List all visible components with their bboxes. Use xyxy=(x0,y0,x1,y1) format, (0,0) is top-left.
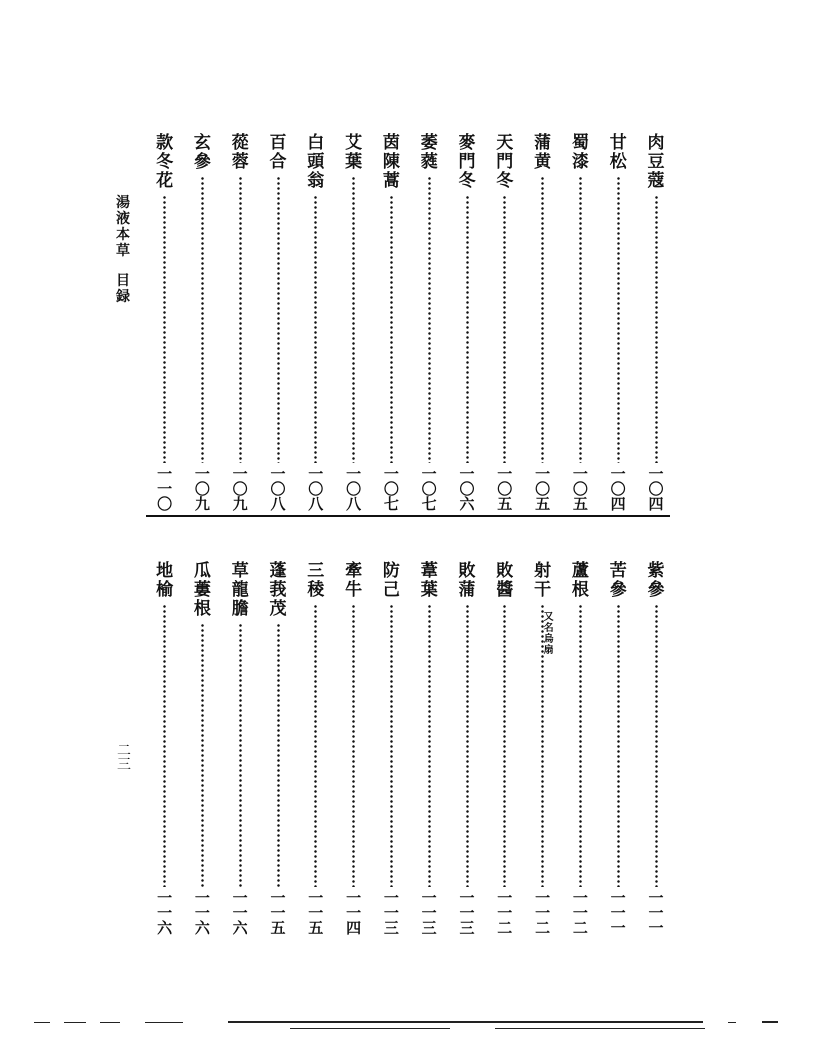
entry-name: 牽 牛 xyxy=(345,561,363,600)
entry-page-number: 一 一 二 xyxy=(535,889,551,937)
entry-name: 白 頭 翁 xyxy=(307,133,325,191)
entry-name: 射 干 xyxy=(534,561,552,600)
toc-entry xyxy=(532,134,554,512)
dot-leader xyxy=(352,604,355,887)
toc-entry xyxy=(343,562,365,936)
dot-leader xyxy=(466,604,469,887)
entry-page-number: 一 一 三 xyxy=(421,889,437,937)
entry-name: 敗 蒲 xyxy=(458,561,476,600)
entry-name: 百 合 xyxy=(269,133,287,172)
toc-entry xyxy=(343,134,365,512)
dot-leader xyxy=(314,195,317,463)
entry-page-number: 一 〇 五 xyxy=(535,465,551,513)
entry-page-number: 一 〇 六 xyxy=(459,465,475,513)
toc-entry xyxy=(532,562,554,936)
dot-leader xyxy=(390,195,393,463)
entry-page-number: 一 一 〇 xyxy=(157,465,173,513)
toc-entry xyxy=(607,134,629,512)
dot-leader xyxy=(277,176,280,463)
entry-page-number: 一 一 二 xyxy=(572,889,588,937)
toc-entry xyxy=(494,134,516,512)
entry-page-number: 一 〇 九 xyxy=(232,465,248,513)
toc-entry xyxy=(569,562,591,936)
entry-name: 防 己 xyxy=(382,561,400,600)
dot-leader xyxy=(466,195,469,463)
entry-page-number: 一 一 五 xyxy=(308,889,324,937)
toc-entry xyxy=(456,134,478,512)
entry-name: 茵 陳 蒿 xyxy=(382,133,400,191)
entry-page-number: 一 一 五 xyxy=(270,889,286,937)
dot-leader xyxy=(428,604,431,887)
entry-page-number: 一 一 六 xyxy=(194,889,210,937)
dot-leader xyxy=(239,623,242,887)
toc-entry xyxy=(418,562,440,936)
entry-name: 葦 葉 xyxy=(420,561,438,600)
entry-page-number: 一 〇 八 xyxy=(346,465,362,513)
entry-name: 天 門 冬 xyxy=(496,133,514,191)
dot-leader xyxy=(617,604,620,887)
dot-leader xyxy=(428,176,431,463)
entry-page-number: 一 〇 八 xyxy=(270,465,286,513)
entry-name: 蜀 漆 xyxy=(571,133,589,172)
section-divider xyxy=(146,515,670,517)
toc-entry xyxy=(380,134,402,512)
folio-number xyxy=(116,744,132,772)
entry-name: 麥 門 冬 xyxy=(458,133,476,191)
dot-leader xyxy=(277,623,280,887)
toc-entry xyxy=(191,134,213,512)
dot-leader xyxy=(579,604,582,887)
toc-entry xyxy=(305,562,327,936)
entry-name: 地 榆 xyxy=(156,561,174,600)
toc-entry xyxy=(267,134,289,512)
dot-leader xyxy=(163,195,166,463)
entry-name: 艾 葉 xyxy=(345,133,363,172)
section-title: 目 録 xyxy=(116,273,130,305)
entry-page-number: 一 〇 七 xyxy=(421,465,437,513)
toc-entry xyxy=(456,562,478,936)
entry-name: 敗 醬 xyxy=(496,561,514,600)
dot-leader xyxy=(617,176,620,463)
entry-name: 肉 豆 蔻 xyxy=(647,133,665,191)
entry-page-number: 一 一 一 xyxy=(648,889,664,937)
folio-text: 二 三 xyxy=(117,743,131,773)
entry-page-number: 一 一 三 xyxy=(383,889,399,937)
dot-leader xyxy=(390,604,393,887)
dot-leader xyxy=(579,176,582,463)
entry-name: 款 冬 花 xyxy=(156,133,174,191)
entry-page-number: 一 〇 四 xyxy=(610,465,626,513)
dot-leader xyxy=(655,195,658,463)
toc-entry xyxy=(645,134,667,512)
entry-page-number: 一 一 三 xyxy=(459,889,475,937)
book-title: 湯 液 本 草 xyxy=(116,195,130,259)
entry-name: 甘 松 xyxy=(609,133,627,172)
dot-leader xyxy=(201,623,204,887)
entry-page-number: 一 〇 九 xyxy=(194,465,210,513)
toc-entry xyxy=(645,562,667,936)
toc-entry xyxy=(229,562,251,936)
toc-entry xyxy=(267,562,289,936)
toc-entry xyxy=(380,562,402,936)
toc-entry xyxy=(569,134,591,512)
running-head xyxy=(114,195,132,305)
entry-page-number: 一 〇 五 xyxy=(572,465,588,513)
entry-page-number: 一 一 六 xyxy=(232,889,248,937)
entry-name: 蒲 黄 xyxy=(534,133,552,172)
dot-leader xyxy=(541,176,544,463)
entry-page-number: 一 〇 八 xyxy=(308,465,324,513)
entry-note: 又 名 烏 扇 xyxy=(543,612,554,656)
dot-leader xyxy=(314,604,317,887)
entry-name: 瓜 蔞 根 xyxy=(193,561,211,619)
entry-name: 蓬 莪 茂 xyxy=(269,561,287,619)
entry-name: 草 龍 膽 xyxy=(231,561,249,619)
toc-entry xyxy=(418,134,440,512)
dot-leader xyxy=(655,604,658,887)
entry-page-number: 一 〇 四 xyxy=(648,465,664,513)
toc-entry xyxy=(154,134,176,512)
entry-page-number: 一 〇 七 xyxy=(383,465,399,513)
entry-page-number: 一 一 六 xyxy=(157,889,173,937)
entry-name: 三 稜 xyxy=(307,561,325,600)
dot-leader xyxy=(239,176,242,463)
entry-page-number: 一 一 二 xyxy=(497,889,513,937)
toc-entry xyxy=(607,562,629,936)
dot-leader xyxy=(201,176,204,463)
entry-name: 蘆 根 xyxy=(571,561,589,600)
toc-entry xyxy=(229,134,251,512)
entry-page-number: 一 一 一 xyxy=(610,889,626,937)
toc-entry xyxy=(154,562,176,936)
dot-leader xyxy=(503,604,506,887)
entry-name: 玄 參 xyxy=(193,133,211,172)
entry-name: 紫 參 xyxy=(647,561,665,600)
toc-entry xyxy=(191,562,213,936)
entry-name: 苦 參 xyxy=(609,561,627,600)
entry-page-number: 一 一 四 xyxy=(346,889,362,937)
scan-edge-lines xyxy=(0,1010,816,1040)
dot-leader xyxy=(163,604,166,887)
entry-name: 萎 蕤 xyxy=(420,133,438,172)
toc-entry xyxy=(305,134,327,512)
entry-name: 蓯 蓉 xyxy=(231,133,249,172)
dot-leader xyxy=(503,195,506,463)
entry-page-number: 一 〇 五 xyxy=(497,465,513,513)
toc-entry xyxy=(494,562,516,936)
dot-leader xyxy=(352,176,355,463)
